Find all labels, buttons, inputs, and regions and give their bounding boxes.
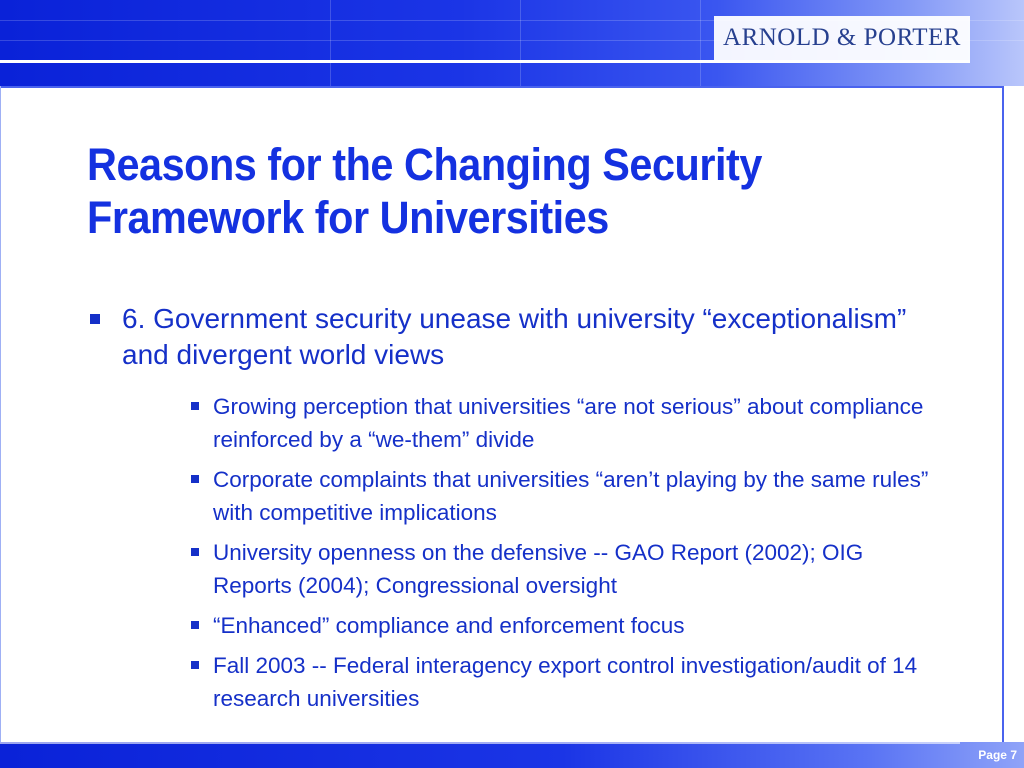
sub-bullet-text: Growing perception that universities “are not serious” about compliance reinforced by a “we-them” divide xyxy=(213,394,924,452)
sub-bullet-text: University openness on the defensive -- GAO Report (2002); OIG Reports (2004); Congressional oversight xyxy=(213,540,864,598)
grid-line xyxy=(520,0,521,86)
sub-bullet xyxy=(186,649,946,715)
company-logo xyxy=(714,16,970,60)
footer-band xyxy=(0,742,1024,768)
slide-title: Reasons for the Changing Security Framework for Universities xyxy=(87,139,762,243)
page-number: Page 7 xyxy=(978,748,1017,762)
footer-rule xyxy=(0,742,960,744)
logo-text: ARNOLD & PORTER xyxy=(723,24,961,51)
square-bullet-icon xyxy=(90,314,100,324)
square-bullet-icon xyxy=(191,621,199,629)
square-bullet-icon xyxy=(191,402,199,410)
sub-bullet xyxy=(186,536,946,602)
slide-frame-top xyxy=(0,86,1004,88)
sub-bullet-list xyxy=(186,390,946,722)
header-band xyxy=(0,0,1024,86)
slide-frame-left xyxy=(0,86,1,742)
sub-bullet-text: Fall 2003 -- Federal interagency export control investigation/audit of 14 research universities xyxy=(213,653,918,711)
sub-bullet xyxy=(186,609,946,642)
sub-bullet xyxy=(186,390,946,456)
slide-frame-right xyxy=(1002,86,1004,742)
header-rule xyxy=(0,60,970,63)
square-bullet-icon xyxy=(191,661,199,669)
grid-line xyxy=(330,0,331,86)
sub-bullet-text: Corporate complaints that universities “aren’t playing by the same rules” with competitive implications xyxy=(213,467,929,525)
main-bullet-text: 6. Government security unease with university “exceptionalism” and divergent world views xyxy=(122,303,907,370)
sub-bullet xyxy=(186,463,946,529)
sub-bullet-text: “Enhanced” compliance and enforcement focus xyxy=(213,613,685,638)
square-bullet-icon xyxy=(191,548,199,556)
grid-line xyxy=(700,0,701,86)
square-bullet-icon xyxy=(191,475,199,483)
main-bullet xyxy=(85,301,945,373)
